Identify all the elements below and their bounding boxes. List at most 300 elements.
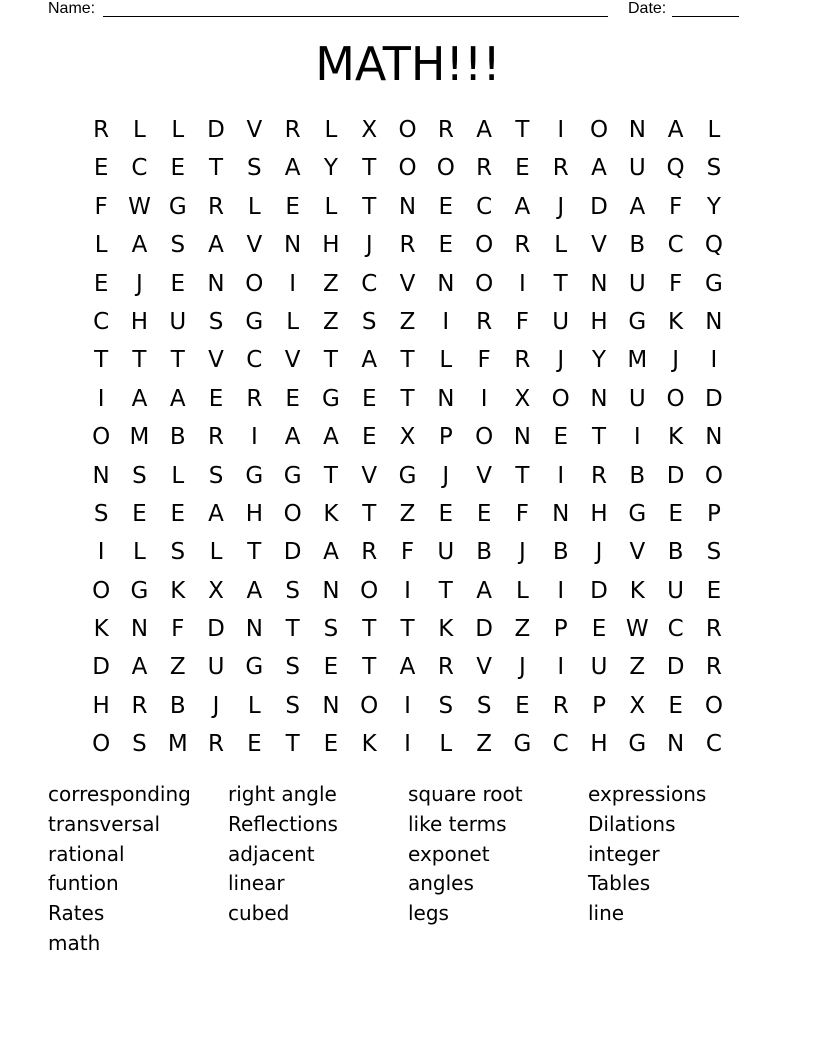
grid-letter: R xyxy=(552,692,569,719)
grid-letter: E xyxy=(438,232,454,259)
grid-letter: I xyxy=(289,270,297,297)
grid-letter: L xyxy=(324,193,338,220)
grid-letter: G xyxy=(628,500,647,527)
grid-letter: V xyxy=(284,347,301,374)
grid-letter: G xyxy=(283,462,302,489)
grid-letter: R xyxy=(437,654,454,681)
grid-letter: S xyxy=(438,692,454,719)
grid-letter: O xyxy=(436,155,455,182)
grid-letter: O xyxy=(360,577,379,604)
grid-letter: A xyxy=(323,539,339,566)
grid-letter: C xyxy=(246,347,263,374)
grid-letter: C xyxy=(667,616,684,643)
grid-letter: Q xyxy=(704,232,723,259)
grid-letter: N xyxy=(245,616,263,643)
grid-letter: J xyxy=(519,539,526,566)
grid-letter: J xyxy=(212,692,220,719)
grid-letter: R xyxy=(705,616,722,643)
grid-letter: G xyxy=(168,193,187,220)
grid-letter: O xyxy=(704,462,723,489)
grid-letter: S xyxy=(208,462,224,489)
grid-letter: D xyxy=(92,654,110,681)
grid-letter: R xyxy=(284,117,301,143)
grid-letter: U xyxy=(628,155,646,182)
grid-letter: S xyxy=(323,616,339,643)
name-label: Name: xyxy=(48,0,96,17)
grid-letter: R xyxy=(437,117,454,143)
grid-letter: R xyxy=(246,385,263,412)
grid-letter: T xyxy=(362,654,377,681)
grid-letter: D xyxy=(590,577,608,604)
grid-letter: T xyxy=(209,155,224,182)
grid-letter: G xyxy=(513,731,532,758)
grid-letter: G xyxy=(245,308,264,335)
grid-letter: D xyxy=(666,654,685,681)
grid-letter: U xyxy=(590,654,608,681)
grid-letter: J xyxy=(672,347,679,374)
grid-letter: Z xyxy=(323,308,339,335)
grid-letter: G xyxy=(245,654,264,681)
grid-letter: E xyxy=(285,193,300,220)
grid-letter: Z xyxy=(399,308,416,335)
grid-letter: E xyxy=(247,731,262,758)
grid-letter: Z xyxy=(514,616,531,643)
grid-letter: E xyxy=(93,155,109,182)
grid-letter: V xyxy=(246,232,263,259)
grid-letter: T xyxy=(323,462,338,489)
grid-letter: N xyxy=(666,731,685,758)
grid-letter: T xyxy=(170,347,185,374)
grid-letter: H xyxy=(590,500,608,527)
grid-letter: A xyxy=(208,500,224,527)
grid-letter: A xyxy=(476,117,492,143)
grid-letter: I xyxy=(557,462,565,489)
grid-letter: B xyxy=(169,692,186,719)
grid-letter: T xyxy=(515,462,530,489)
grid-letter: O xyxy=(92,577,111,604)
grid-letter: E xyxy=(706,577,722,604)
grid-letter: K xyxy=(323,500,339,527)
grid-letter: O xyxy=(245,270,264,297)
grid-letter: D xyxy=(475,616,493,643)
grid-letter: E xyxy=(438,193,454,220)
grid-letter: K xyxy=(668,424,684,451)
grid-letter: J xyxy=(595,539,603,566)
grid-letter: O xyxy=(475,424,494,451)
grid-letter: E xyxy=(208,385,224,412)
grid-letter: S xyxy=(170,232,186,259)
grid-letter: A xyxy=(323,424,339,451)
grid-letter: T xyxy=(362,155,377,182)
grid-letter: O xyxy=(283,500,302,527)
grid-letter: J xyxy=(442,462,450,489)
grid-letter: G xyxy=(130,577,149,604)
grid-letter: L xyxy=(247,692,261,719)
grid-letter: T xyxy=(400,616,415,643)
word-list-item: square root xyxy=(408,782,523,806)
word-list-item: right angle xyxy=(228,782,337,806)
grid-letter: H xyxy=(245,500,263,527)
grid-letter: U xyxy=(437,539,455,566)
grid-letter: H xyxy=(322,232,340,259)
grid-letter: L xyxy=(209,539,223,566)
word-list-item: legs xyxy=(408,901,449,926)
grid-letter: S xyxy=(247,155,262,182)
grid-letter: Z xyxy=(399,500,416,527)
grid-letter: R xyxy=(399,232,416,259)
grid-letter: R xyxy=(208,193,225,220)
grid-letter: H xyxy=(590,731,608,758)
grid-letter: R xyxy=(552,155,569,182)
grid-letter: O xyxy=(398,117,417,143)
grid-letter: S xyxy=(285,654,300,681)
grid-letter: F xyxy=(515,308,530,335)
grid-letter: E xyxy=(323,654,339,681)
grid-letter: M xyxy=(627,347,648,374)
grid-letter: N xyxy=(552,500,570,527)
grid-letter: N xyxy=(322,577,340,604)
grid-letter: G xyxy=(704,270,723,297)
grid-letter: T xyxy=(285,731,300,758)
grid-letter: T xyxy=(400,347,415,374)
name-line xyxy=(103,0,608,17)
grid-letter: B xyxy=(476,539,492,566)
grid-letter: O xyxy=(92,731,111,758)
grid-letter: A xyxy=(361,347,378,374)
grid-letter: N xyxy=(590,385,608,412)
grid-letter: U xyxy=(667,577,685,604)
grid-letter: C xyxy=(667,232,684,259)
grid-letter: P xyxy=(438,424,453,451)
word-list-item: angles xyxy=(408,871,474,896)
grid-letter: M xyxy=(167,731,188,758)
grid-letter: J xyxy=(136,270,143,297)
grid-letter: N xyxy=(590,270,608,297)
grid-letter: V xyxy=(361,462,378,489)
grid-letter: G xyxy=(628,308,647,335)
grid-letter: R xyxy=(476,155,493,182)
grid-letter: D xyxy=(705,385,723,412)
word-list-item: exponet xyxy=(408,841,490,866)
grid-letter: D xyxy=(207,117,225,143)
grid-letter: F xyxy=(515,500,530,527)
grid-letter: W xyxy=(128,193,151,220)
grid-letter: L xyxy=(324,117,338,143)
grid-letter: A xyxy=(284,424,301,451)
grid-letter: L xyxy=(171,462,185,489)
grid-letter: G xyxy=(628,731,647,758)
grid-letter: N xyxy=(207,270,225,297)
grid-letter: T xyxy=(247,539,262,566)
grid-letter: E xyxy=(323,731,339,758)
grid-letter: E xyxy=(476,500,492,527)
grid-letter: S xyxy=(208,308,224,335)
grid-letter: C xyxy=(552,731,569,758)
word-list-item: linear xyxy=(228,871,285,896)
grid-letter: B xyxy=(552,539,569,566)
grid-letter: L xyxy=(133,539,146,566)
word-search-grid xyxy=(82,111,734,764)
grid-letter: J xyxy=(557,347,565,374)
grid-letter: L xyxy=(439,347,453,374)
grid-letter: D xyxy=(590,193,608,220)
grid-letter: R xyxy=(131,692,148,719)
grid-letter: K xyxy=(629,577,645,604)
grid-letter: T xyxy=(94,347,109,374)
grid-letter: T xyxy=(400,385,415,412)
grid-letter: O xyxy=(551,385,570,412)
grid-letter: V xyxy=(208,347,224,374)
grid-letter: M xyxy=(129,424,150,451)
grid-letter: E xyxy=(668,500,683,527)
grid-letter: I xyxy=(97,385,105,412)
grid-letter: J xyxy=(557,193,565,220)
grid-letter: U xyxy=(169,308,187,335)
grid-letter: L xyxy=(707,117,721,143)
grid-letter: K xyxy=(93,616,109,643)
grid-letter: C xyxy=(93,308,110,335)
grid-letter: T xyxy=(553,270,568,297)
grid-letter: D xyxy=(283,539,302,566)
grid-letter: V xyxy=(591,232,607,259)
grid-letter: L xyxy=(286,308,300,335)
grid-letter: C xyxy=(131,155,148,182)
grid-letter: N xyxy=(92,462,110,489)
grid-letter: Y xyxy=(323,155,338,182)
grid-letter: H xyxy=(92,692,110,719)
grid-letter: X xyxy=(629,692,646,719)
grid-letter: U xyxy=(628,385,646,412)
word-list-item: corresponding xyxy=(48,782,191,806)
grid-letter: E xyxy=(515,155,530,182)
grid-letter: E xyxy=(591,616,607,643)
grid-letter: E xyxy=(668,692,683,719)
grid-letter: E xyxy=(170,270,186,297)
grid-letter: N xyxy=(513,424,532,451)
word-list-item: adjacent xyxy=(228,841,315,866)
grid-letter: I xyxy=(404,692,411,719)
grid-letter: N xyxy=(284,232,302,259)
grid-letter: C xyxy=(361,270,378,297)
grid-letter: T xyxy=(362,193,377,220)
grid-letter: X xyxy=(399,424,416,451)
date-line xyxy=(672,0,739,17)
grid-letter: L xyxy=(94,232,108,259)
page-title: MATH!!! xyxy=(315,37,501,91)
grid-letter: N xyxy=(130,616,149,643)
grid-letter: G xyxy=(245,462,264,489)
grid-letter: S xyxy=(706,539,722,566)
grid-letter: T xyxy=(362,500,377,527)
grid-letter: T xyxy=(285,616,300,643)
grid-letter: O xyxy=(92,424,111,451)
grid-letter: G xyxy=(322,385,340,412)
word-list-item: rational xyxy=(48,841,125,866)
grid-letter: I xyxy=(633,424,641,451)
grid-letter: I xyxy=(519,270,526,297)
grid-letter: S xyxy=(93,500,109,527)
grid-letter: B xyxy=(169,424,186,451)
grid-letter: P xyxy=(592,692,606,719)
date-label: Date: xyxy=(628,0,667,17)
grid-letter: O xyxy=(475,232,494,259)
grid-letter: S xyxy=(706,155,722,182)
word-list-item: like terms xyxy=(408,811,507,836)
grid-letter: F xyxy=(94,193,108,220)
grid-letter: J xyxy=(519,654,526,681)
grid-letter: T xyxy=(438,577,453,604)
grid-letter: I xyxy=(710,347,718,374)
grid-letter: N xyxy=(705,308,723,335)
grid-letter: O xyxy=(704,692,723,719)
grid-letter: E xyxy=(515,692,530,719)
grid-letter: O xyxy=(360,692,379,719)
grid-letter: T xyxy=(323,347,338,374)
grid-letter: R xyxy=(208,731,225,758)
grid-letter: E xyxy=(170,500,186,527)
grid-letter: B xyxy=(667,539,684,566)
grid-letter: Z xyxy=(323,270,339,297)
grid-letter: U xyxy=(628,270,646,297)
grid-letter: I xyxy=(557,654,565,681)
word-list xyxy=(48,780,768,959)
grid-letter: L xyxy=(554,232,568,259)
grid-letter: H xyxy=(130,308,149,335)
word-list-item: math xyxy=(48,930,101,955)
grid-letter: P xyxy=(706,500,721,527)
grid-letter: T xyxy=(132,347,147,374)
grid-letter: T xyxy=(591,424,607,451)
word-list-item: Rates xyxy=(48,901,105,926)
grid-letter: E xyxy=(93,270,109,297)
grid-letter: L xyxy=(171,117,185,143)
grid-letter: Y xyxy=(591,347,607,374)
grid-letter: O xyxy=(398,155,417,182)
grid-letter: A xyxy=(591,155,607,182)
grid-letter: A xyxy=(399,654,416,681)
grid-letter: V xyxy=(399,270,416,297)
grid-letter: U xyxy=(552,308,570,335)
grid-letter: D xyxy=(666,462,685,489)
grid-letter: N xyxy=(705,424,723,451)
grid-letter: S xyxy=(132,731,147,758)
grid-letter: A xyxy=(131,232,148,259)
grid-letter: V xyxy=(476,462,492,489)
grid-letter: X xyxy=(361,117,378,143)
grid-letter: E xyxy=(553,424,568,451)
grid-letter: O xyxy=(475,270,494,297)
grid-letter: V xyxy=(476,654,492,681)
grid-letter: W xyxy=(625,616,649,643)
grid-letter: I xyxy=(442,308,450,335)
grid-letter: R xyxy=(361,539,378,566)
grid-letter: Z xyxy=(629,654,646,681)
grid-letter: B xyxy=(629,232,646,259)
grid-letter: O xyxy=(589,117,609,143)
grid-letter: A xyxy=(131,385,148,412)
grid-letter: A xyxy=(208,232,224,259)
grid-letter: U xyxy=(207,654,225,681)
grid-letter: I xyxy=(250,424,258,451)
grid-letter: E xyxy=(361,385,377,412)
grid-letter: E xyxy=(438,500,454,527)
grid-letter: E xyxy=(132,500,147,527)
grid-letter: H xyxy=(590,308,608,335)
grid-letter: R xyxy=(514,347,531,374)
grid-letter: N xyxy=(437,385,455,412)
grid-letter: A xyxy=(629,193,646,220)
grid-letter: F xyxy=(477,347,491,374)
grid-letter: Z xyxy=(169,654,186,681)
grid-letter: I xyxy=(404,731,411,758)
grid-letter: Q xyxy=(666,155,685,182)
grid-letter: R xyxy=(514,232,531,259)
grid-letter: N xyxy=(437,270,455,297)
grid-letter: C xyxy=(705,731,722,758)
grid-letter: V xyxy=(629,539,646,566)
grid-letter: A xyxy=(131,654,148,681)
header xyxy=(48,0,748,20)
grid-letter: A xyxy=(169,385,186,412)
grid-letter: D xyxy=(207,616,225,643)
grid-letter: S xyxy=(361,308,377,335)
grid-letter: K xyxy=(668,308,684,335)
grid-letter: X xyxy=(208,577,224,604)
grid-letter: K xyxy=(170,577,186,604)
grid-letter: S xyxy=(132,462,147,489)
grid-letter: I xyxy=(404,577,411,604)
grid-letter: L xyxy=(516,577,529,604)
grid-letter: K xyxy=(438,616,454,643)
grid-letter: A xyxy=(667,117,684,143)
grid-letter: T xyxy=(515,117,530,143)
grid-letter: J xyxy=(365,232,373,259)
grid-letter: R xyxy=(705,654,722,681)
grid-letter: N xyxy=(322,692,340,719)
grid-letter: I xyxy=(557,577,565,604)
grid-letter: N xyxy=(398,193,417,220)
grid-letter: I xyxy=(557,117,565,143)
grid-letter: R xyxy=(591,462,607,489)
grid-letter: O xyxy=(666,385,685,412)
grid-letter: I xyxy=(97,539,105,566)
grid-letter: T xyxy=(362,616,377,643)
grid-letter: A xyxy=(284,155,301,182)
word-list-item: funtion xyxy=(48,871,119,896)
grid-letter: B xyxy=(629,462,646,489)
grid-letter: X xyxy=(514,385,531,412)
word-list-item: Tables xyxy=(588,871,651,896)
grid-letter: E xyxy=(170,155,186,182)
grid-letter: A xyxy=(246,577,263,604)
grid-letter: F xyxy=(668,270,683,297)
grid-letter: Z xyxy=(476,731,492,758)
grid-letter: P xyxy=(553,616,568,643)
word-list-item: expressions xyxy=(588,782,707,806)
grid-letter: V xyxy=(246,117,263,143)
grid-letter: C xyxy=(476,193,493,220)
grid-letter: L xyxy=(439,731,453,758)
grid-letter: S xyxy=(285,692,300,719)
grid-letter: N xyxy=(628,117,646,143)
word-list-item: integer xyxy=(588,841,660,866)
grid-letter: Y xyxy=(706,193,721,220)
grid-letter: I xyxy=(480,385,488,412)
grid-letter: R xyxy=(208,424,225,451)
grid-letter: E xyxy=(285,385,300,412)
grid-letter: E xyxy=(361,424,377,451)
grid-letter: R xyxy=(476,308,493,335)
